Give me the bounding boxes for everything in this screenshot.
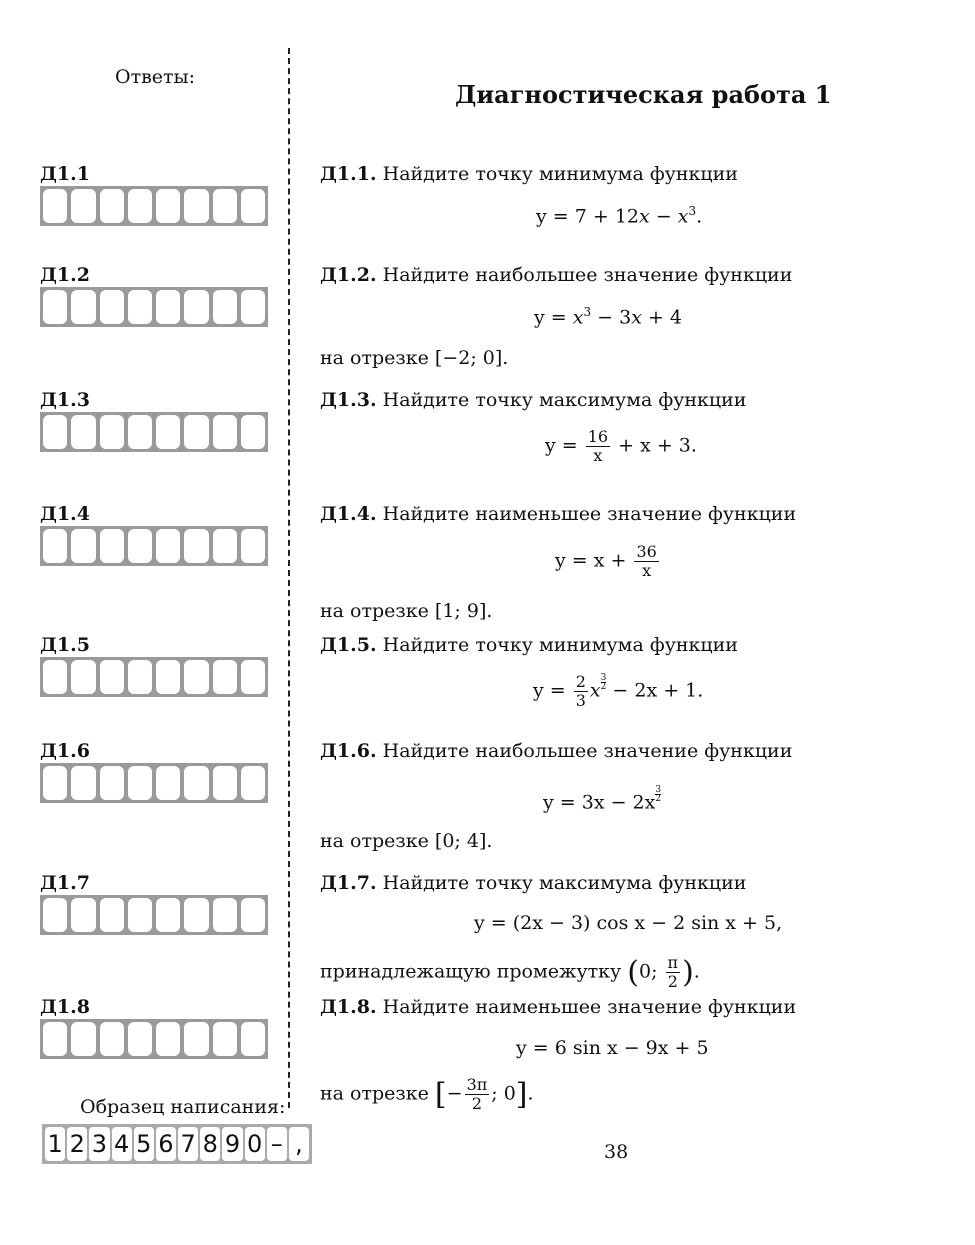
sample-label: Образец написания: (80, 1096, 286, 1118)
formula-6: y = 3x − 2x $\frac{3}{2}$ (543, 785, 662, 814)
problem-4: Д1.4. Найдите наименьшее значение функции (320, 503, 797, 525)
sample-char: – (267, 1127, 287, 1161)
problem-8: Д1.8. Найдите наименьшее значение функции (320, 996, 797, 1018)
formula-2: $y = x^3 - 3x + 4$ (534, 305, 682, 329)
answer-label-3: Д1.3 (40, 389, 90, 411)
answers-heading: Ответы: (115, 66, 196, 88)
formula-3: y = $\frac{16}{x}$ + x + 3. (545, 427, 697, 465)
answer-boxes-8[interactable] (40, 1019, 268, 1059)
formula-5: y = $\frac{2}{3}$ x $\frac{3}{2}$ − 2x + 1. (533, 672, 704, 710)
problem-6-interval: на отрезке [0; 4]. (320, 830, 493, 852)
problem-2-interval: на отрезке [−2; 0]. (320, 347, 509, 369)
sample-char: 2 (67, 1127, 87, 1161)
sample-char: 8 (200, 1127, 220, 1161)
answer-boxes-1[interactable] (40, 186, 268, 226)
problem-5: Д1.5. Найдите точку минимума функции (320, 634, 738, 656)
sample-char: 1 (45, 1127, 65, 1161)
page-number: 38 (604, 1141, 629, 1163)
problem-4-interval: на отрезке [1; 9]. (320, 600, 493, 622)
answer-boxes-3[interactable] (40, 412, 268, 452)
problem-2: Д1.2. Найдите наибольшее значение функции (320, 264, 793, 286)
sample-char: 3 (89, 1127, 109, 1161)
sample-digits (42, 1124, 312, 1164)
sample-char: 0 (245, 1127, 265, 1161)
answer-label-5: Д1.5 (40, 634, 90, 656)
page-title: Диагностическая работа 1 (455, 80, 832, 109)
sample-char: 7 (178, 1127, 198, 1161)
problem-1: Д1.1. Найдите точку минимума функции (320, 163, 738, 185)
formula-8: y = 6 sin x − 9x + 5 (516, 1037, 709, 1059)
column-divider (288, 48, 290, 1108)
sample-char: 5 (134, 1127, 154, 1161)
sample-char: , (289, 1127, 309, 1161)
answer-label-2: Д1.2 (40, 264, 90, 286)
formula-4: y = x + $\frac{36}{x}$ (555, 542, 657, 580)
answer-label-6: Д1.6 (40, 740, 90, 762)
answer-label-8: Д1.8 (40, 996, 90, 1018)
problem-6: Д1.6. Найдите наибольшее значение функции (320, 740, 793, 762)
problem-3: Д1.3. Найдите точку максимума функции (320, 389, 747, 411)
answer-boxes-6[interactable] (40, 763, 268, 803)
problem-7: Д1.7. Найдите точку максимума функции (320, 872, 747, 894)
sample-char: 9 (222, 1127, 242, 1161)
formula-1: $y = 7 + 12x - x^3$. (536, 204, 703, 228)
answer-boxes-7[interactable] (40, 895, 268, 935)
answer-label-7: Д1.7 (40, 872, 90, 894)
answer-boxes-4[interactable] (40, 526, 268, 566)
sample-char: 4 (112, 1127, 132, 1161)
answer-boxes-2[interactable] (40, 287, 268, 327)
sample-char: 6 (156, 1127, 176, 1161)
problem-7-interval: принадлежащую промежутку (0; $\frac{\pi}{2}$ ). (320, 953, 700, 991)
answer-label-4: Д1.4 (40, 503, 90, 525)
problem-8-interval: на отрезке [− $\frac{3\pi}{2}$ ; 0]. (320, 1075, 534, 1113)
answer-label-1: Д1.1 (40, 163, 90, 185)
formula-7: y = (2x − 3) cos x − 2 sin x + 5, (474, 912, 783, 934)
answer-boxes-5[interactable] (40, 657, 268, 697)
